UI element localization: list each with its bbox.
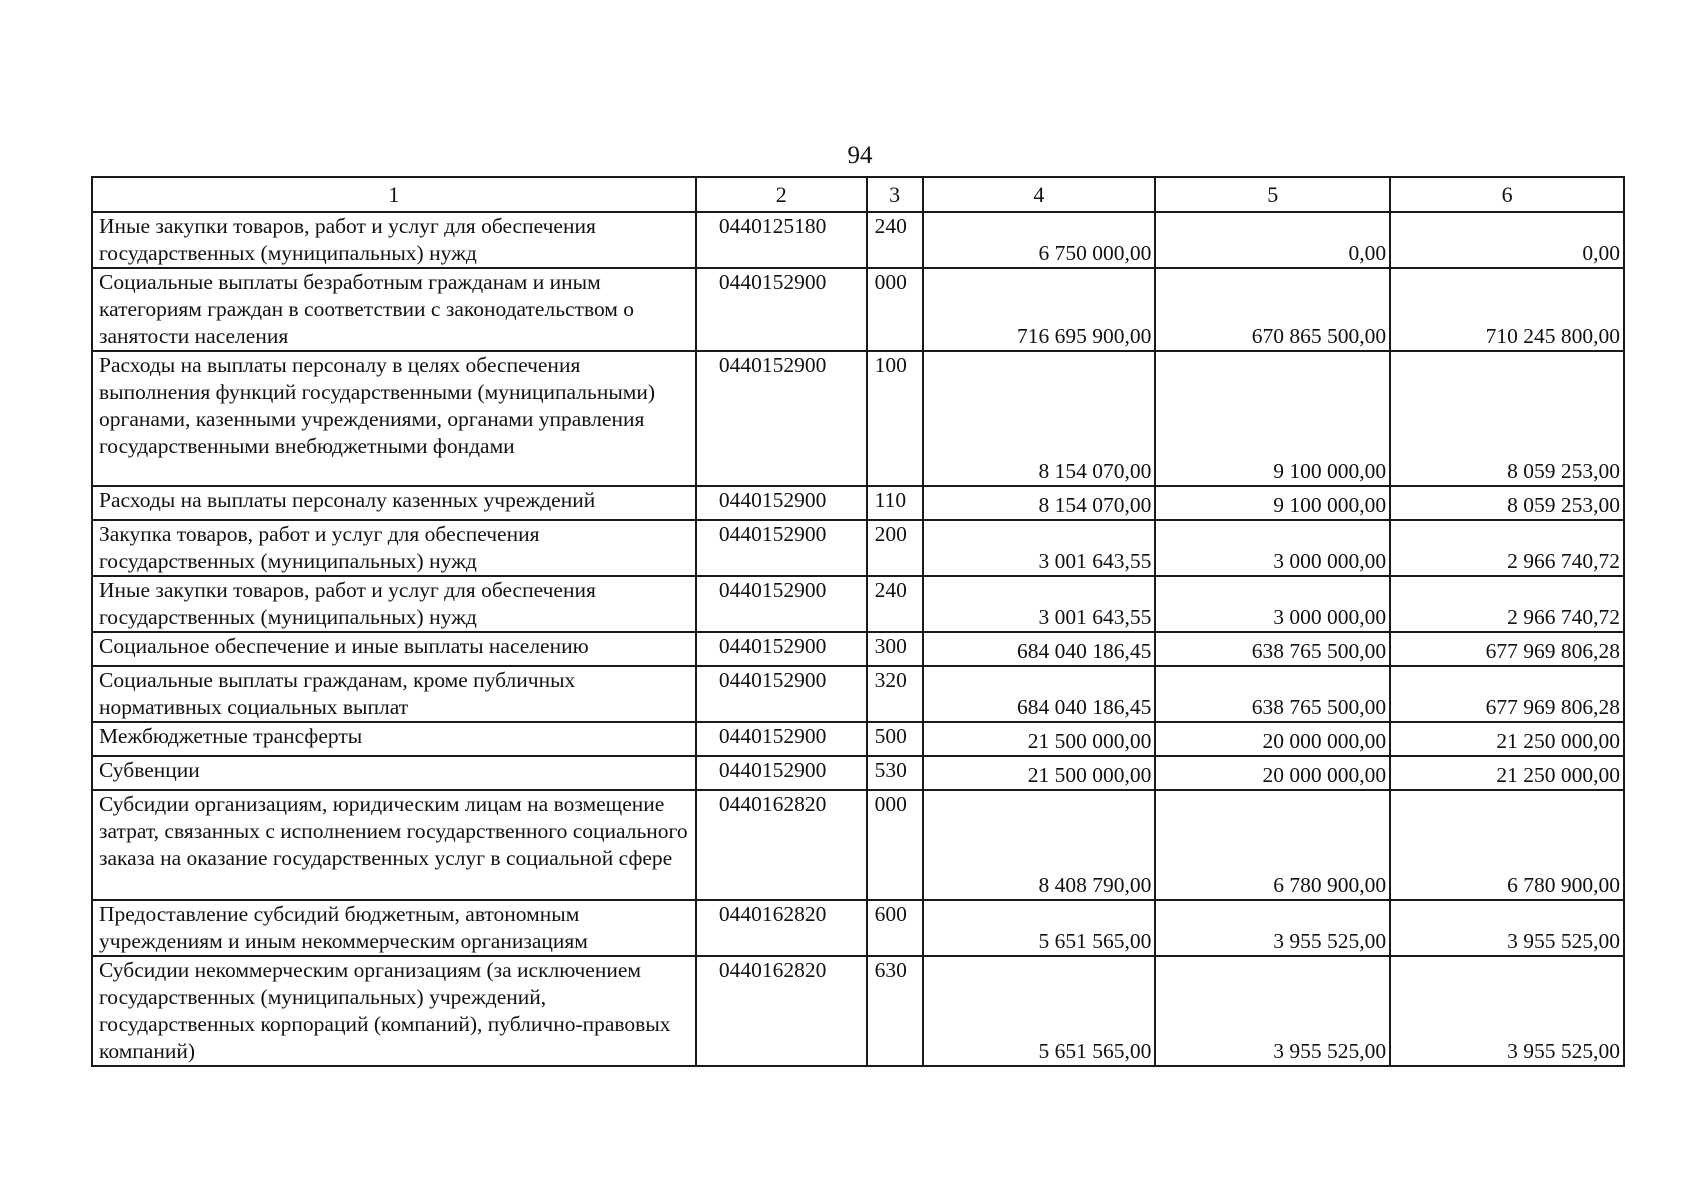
row-amount-col4: 8 154 070,00: [923, 486, 1156, 520]
row-name: Расходы на выплаты персоналу в целях обеспечения выполнения функций государственными (муниципальными) органами, казенными учреждениями, органами управления государственными внебюджетными фондами: [92, 351, 696, 486]
table-row: [92, 576, 1624, 632]
row-code: 0440162820: [696, 956, 867, 1066]
row-amount-col5: 3 000 000,00: [1155, 576, 1390, 632]
row-code: 0440152900: [696, 486, 867, 520]
row-name: Субсидии некоммерческим организациям (за исключением государственных (муниципальных) учреждений, государственных корпораций (компаний), публично-правовых компаний): [92, 956, 696, 1066]
table-row: [92, 956, 1624, 1066]
row-amount-col4: 8 154 070,00: [923, 351, 1156, 486]
row-amount-col5: 3 000 000,00: [1155, 520, 1390, 576]
row-amount-col6: 21 250 000,00: [1390, 722, 1624, 756]
table-row: [92, 268, 1624, 351]
row-amount-col5: 638 765 500,00: [1155, 632, 1390, 666]
row-name: Межбюджетные трансферты: [92, 722, 696, 756]
row-type: 500: [867, 722, 923, 756]
row-amount-col5: 9 100 000,00: [1155, 351, 1390, 486]
row-name: Социальные выплаты гражданам, кроме публичных нормативных социальных выплат: [92, 666, 696, 722]
row-code: 0440152900: [696, 722, 867, 756]
row-amount-col4: 21 500 000,00: [923, 756, 1156, 790]
row-amount-col4: 5 651 565,00: [923, 900, 1156, 956]
row-amount-col6: 6 780 900,00: [1390, 790, 1624, 900]
row-amount-col5: 670 865 500,00: [1155, 268, 1390, 351]
row-code: 0440152900: [696, 268, 867, 351]
table-row: [92, 790, 1624, 900]
row-name: Закупка товаров, работ и услуг для обеспечения государственных (муниципальных) нужд: [92, 520, 696, 576]
table-row: [92, 900, 1624, 956]
row-amount-col5: 20 000 000,00: [1155, 722, 1390, 756]
row-type: 110: [867, 486, 923, 520]
row-code: 0440162820: [696, 790, 867, 900]
column-header: 1: [92, 177, 696, 212]
table-row: [92, 756, 1624, 790]
table-row: [92, 666, 1624, 722]
row-type: 000: [867, 268, 923, 351]
row-amount-col5: 3 955 525,00: [1155, 956, 1390, 1066]
row-amount-col6: 2 966 740,72: [1390, 520, 1624, 576]
row-amount-col4: 684 040 186,45: [923, 666, 1156, 722]
row-type: 600: [867, 900, 923, 956]
row-name: Социальные выплаты безработным гражданам и иным категориям граждан в соответствии с законодательством о занятости населения: [92, 268, 696, 351]
row-amount-col4: 3 001 643,55: [923, 576, 1156, 632]
page-number: 94: [847, 142, 873, 169]
row-type: 200: [867, 520, 923, 576]
row-amount-col5: 0,00: [1155, 212, 1390, 268]
row-type: 530: [867, 756, 923, 790]
row-amount-col6: 677 969 806,28: [1390, 632, 1624, 666]
row-amount-col6: 2 966 740,72: [1390, 576, 1624, 632]
row-amount-col6: 21 250 000,00: [1390, 756, 1624, 790]
row-code: 0440162820: [696, 900, 867, 956]
column-header: 6: [1390, 177, 1624, 212]
table-row: [92, 520, 1624, 576]
table-row: [92, 722, 1624, 756]
table-row: [92, 212, 1624, 268]
row-code: 0440152900: [696, 576, 867, 632]
table-row: [92, 632, 1624, 666]
header-row: [92, 177, 1624, 212]
row-amount-col6: 710 245 800,00: [1390, 268, 1624, 351]
row-amount-col4: 684 040 186,45: [923, 632, 1156, 666]
row-code: 0440152900: [696, 666, 867, 722]
row-amount-col6: 0,00: [1390, 212, 1624, 268]
row-name: Иные закупки товаров, работ и услуг для обеспечения государственных (муниципальных) нужд: [92, 576, 696, 632]
row-amount-col6: 8 059 253,00: [1390, 486, 1624, 520]
row-type: 630: [867, 956, 923, 1066]
row-name: Иные закупки товаров, работ и услуг для обеспечения государственных (муниципальных) нужд: [92, 212, 696, 268]
row-amount-col6: 3 955 525,00: [1390, 900, 1624, 956]
row-type: 240: [867, 576, 923, 632]
row-type: 300: [867, 632, 923, 666]
row-amount-col4: 716 695 900,00: [923, 268, 1156, 351]
row-amount-col6: 3 955 525,00: [1390, 956, 1624, 1066]
row-code: 0440152900: [696, 632, 867, 666]
row-amount-col4: 3 001 643,55: [923, 520, 1156, 576]
column-header: 2: [696, 177, 867, 212]
column-header: 3: [867, 177, 923, 212]
row-name: Социальное обеспечение и иные выплаты населению: [92, 632, 696, 666]
row-amount-col5: 9 100 000,00: [1155, 486, 1390, 520]
column-header: 4: [923, 177, 1156, 212]
budget-table: [91, 176, 1625, 1067]
row-amount-col4: 6 750 000,00: [923, 212, 1156, 268]
row-name: Субвенции: [92, 756, 696, 790]
column-header: 5: [1155, 177, 1390, 212]
row-amount-col6: 8 059 253,00: [1390, 351, 1624, 486]
row-code: 0440152900: [696, 351, 867, 486]
row-name: Предоставление субсидий бюджетным, автономным учреждениям и иным некоммерческим организациям: [92, 900, 696, 956]
table-row: [92, 351, 1624, 486]
row-type: 100: [867, 351, 923, 486]
row-amount-col5: 638 765 500,00: [1155, 666, 1390, 722]
row-amount-col6: 677 969 806,28: [1390, 666, 1624, 722]
row-amount-col5: 20 000 000,00: [1155, 756, 1390, 790]
row-type: 240: [867, 212, 923, 268]
row-amount-col5: 3 955 525,00: [1155, 900, 1390, 956]
row-amount-col4: 8 408 790,00: [923, 790, 1156, 900]
row-type: 320: [867, 666, 923, 722]
row-name: Расходы на выплаты персоналу казенных учреждений: [92, 486, 696, 520]
row-name: Субсидии организациям, юридическим лицам на возмещение затрат, связанных с исполнением государственного социального заказа на оказание государственных услуг в социальной сфере: [92, 790, 696, 900]
row-amount-col4: 5 651 565,00: [923, 956, 1156, 1066]
row-code: 0440152900: [696, 520, 867, 576]
table-row: [92, 486, 1624, 520]
row-type: 000: [867, 790, 923, 900]
row-code: 0440152900: [696, 756, 867, 790]
row-amount-col5: 6 780 900,00: [1155, 790, 1390, 900]
row-code: 0440125180: [696, 212, 867, 268]
row-amount-col4: 21 500 000,00: [923, 722, 1156, 756]
